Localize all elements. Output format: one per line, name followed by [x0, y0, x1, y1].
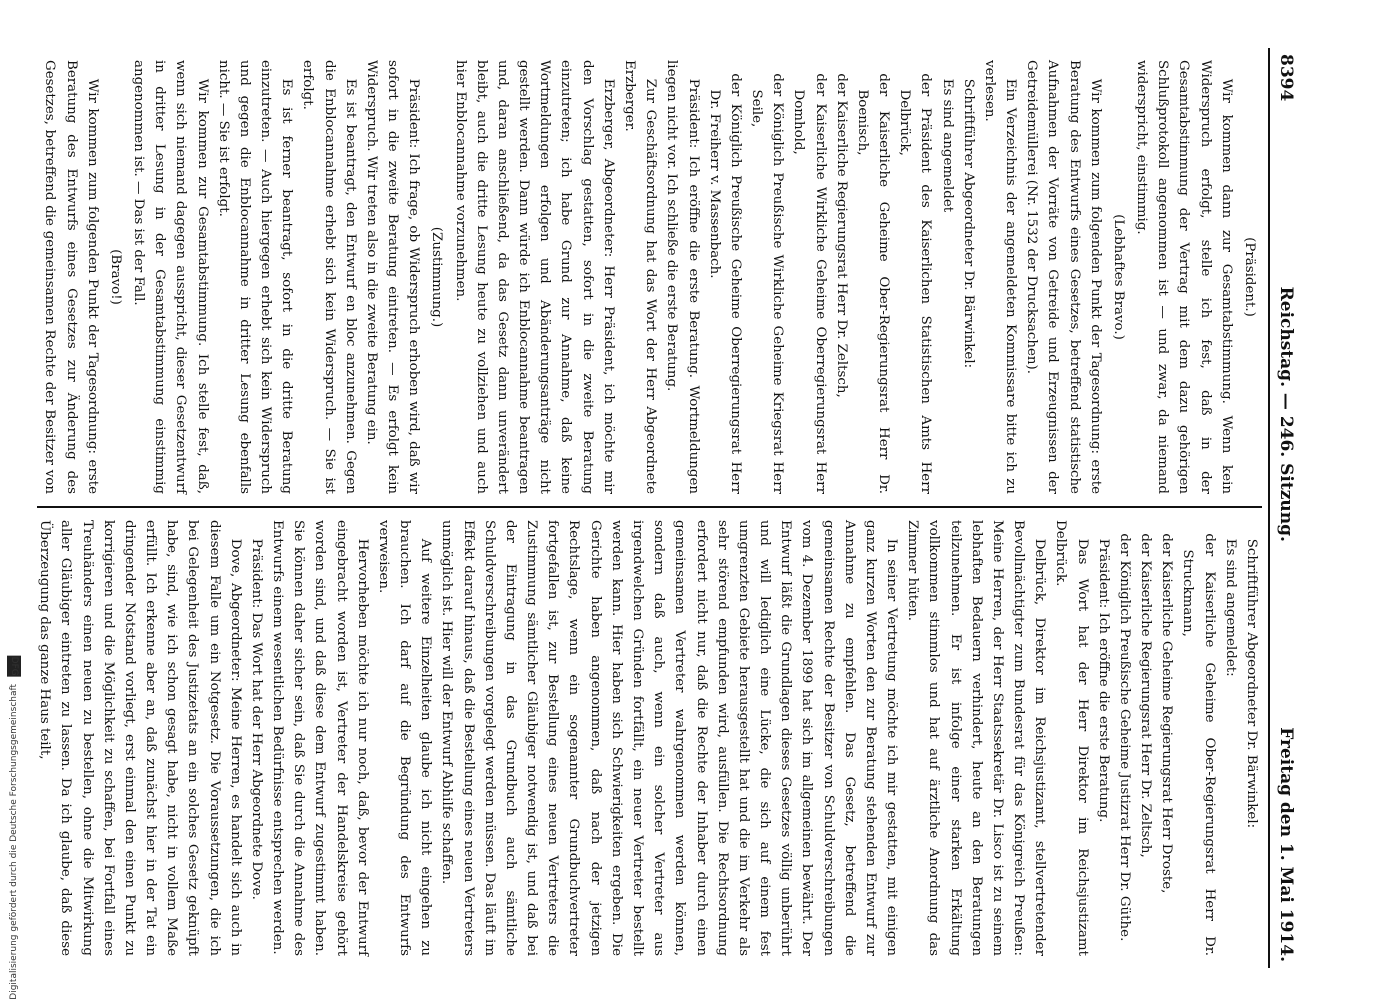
- commissioner-item: der Kaiserliche Geheime Ober-Regierungsrat Herr Dr. Struckmann,: [1180, 533, 1217, 956]
- commissioner-item: der Königlich Preußische Geheime Oberregierungsrat Herr Dr. Freiherr v. Massenbach.: [706, 73, 743, 494]
- paragraph: In seiner Vertretung möchte ich mir gestatten, mit einigen ganz kurzen Worten den zur Beratung stehenden Entwurf zur Annahme zu empfehlen. Das Gesetz, betreffend die gemeinsamen Rechte der Besitzer von Schuldverschreibungen vom 4. Dezember 1899 hat sich im allgemeinen bewährt. Der Entwurf läßt die Grundlagen dieses Gesetzes völlig unberührt und will lediglich eine Lücke, die sich auf einem fest umgrenzten Gebiete herausgestellt hat und die im Verkehr als sehr störend empfunden wird, ausfüllen. Die Rechtsordnung erfordert nicht nur, daß die Rechte der Inhaber durch einen gemeinsamen Vertreter wahrgenommen werden können, sondern daß auch, wenn ein solcher Vertreter aus irgendwelchen Gründen fortfällt, ein neuer Vertreter bestellt werden kann. Hier haben sich Schwierigkeiten ergeben. Die Gerichte haben angenommen, daß nach der jetzigen Rechtslage, wenn ein sogenannter Grundbuchvertreter fortgefallen ist, zur Bestellung eines neuen Vertreters die Zustimmung sämtlicher Gläubiger notwendig ist, und daß bei der Eintragung in das Grundbuch auch sämtliche Schuldverschreibungen vorgelegt werden müssen. Das läuft im Effekt darauf hinaus, daß die Bestellung eines neuen Vertreters unmöglich ist. Hier will der Entwurf Abhilfe schaffen.: [439, 520, 900, 956]
- paragraph: Hervorheben möchte ich nur noch, daß, bevor der Entwurf eingebracht worden ist, Vertreter der Handelskreise gehört worden sind, und daß diese dem Entwurf zugestimmt haben. Sie können daher sicher sein, daß Sie durch die Annahme des Entwurfs einem wesentlichen Bedürfnisse entsprechen werden.: [270, 520, 370, 956]
- paragraph: Wir kommen zur Gesamtabstimmung. Ich stelle fest, daß, wenn sich niemand dagegen ausspricht, dieser Gesetzentwurf in dritter Lesung in der Gesamtabstimmung einstimmig angenommen ist. — Das ist der Fall.: [131, 60, 210, 494]
- paragraph: Wir kommen zum folgenden Punkt der Tagesordnung: erste Beratung des Entwurfs eines Gesetzes, betreffend statistische Aufnahmen der Vorräte von Getreide und Erzeugnissen der Getreidemüllerei (Nr. 1532 der Drucksachen).: [1024, 60, 1103, 494]
- digitization-credit: [2, 0, 26, 1000]
- credit-text: Digitalisierung gefördert durch die Deutsche Forschungsgemeinschaft: [9, 684, 19, 1000]
- paragraph: Präsident: Ich eröffne die erste Beratung.: [1095, 538, 1111, 823]
- paragraph: Es ist beantragt, den Entwurf en bloc anzunehmen. Gegen die Enblocannahme erhebt sich kein Widerspruch. — Sie ist erfolgt.: [300, 60, 358, 494]
- commissioner-item: der Präsident des Kaiserlichen Statistischen Amts Herr Delbrück,: [897, 73, 934, 494]
- paragraph: Wir kommen dann zur Gesamtabstimmung. Wenn kein Widerspruch erfolgt, stelle ich fest, daß in der Gesamtabstimmung der Vertrag mit dem dazu gehörigen Schlußprotokoll angenommen ist — und zwar, da niemand widerspricht, einstimmig.: [1134, 60, 1234, 494]
- commissioner-item: der Kaiserliche Geheime Ober-Regierungsrat Herr Dr. Boenisch,: [854, 73, 892, 494]
- commissioner-item: der Kaiserliche Regierungsrat Herr Dr. Zeltsch,: [1138, 533, 1154, 858]
- header-date: Freitag den 1. Mai 1914.: [1276, 727, 1296, 962]
- paragraph: Präsident: Das Wort hat der Herr Abgeordnete Dove.: [248, 538, 264, 900]
- interjection: (Lebhaftes Bravo.): [1110, 214, 1126, 340]
- commissioner-item: der Königlich Preußische Geheime Justizrat Herr Dr. Güthe.: [1116, 533, 1132, 942]
- text-columns: [37, 48, 1262, 968]
- paragraph: Präsident: Ich eröffne die erste Beratung. Wortmeldungen liegen nicht vor. Ich schließe die erste Beratung.: [664, 60, 701, 494]
- paragraph: Ein Verzeichnis der angemeldeten Kommissare bitte ich zu verlesen.: [981, 60, 1019, 494]
- commissioner-item: der Kaiserliche Regierungsrat Herr Dr. Zeltsch,: [833, 73, 849, 398]
- paragraph: Es sind angemeldet:: [1222, 538, 1238, 677]
- commissioner-item: der Kaiserliche Wirkliche Geheime Oberregierungsrat Herr Domhold,: [791, 73, 828, 494]
- paragraph: Zur Geschäftsordnung hat das Wort der Herr Abgeordnete Erzberger.: [622, 60, 659, 494]
- paragraph: (Präsident.): [1242, 237, 1257, 317]
- paragraph: Delbrück, Direktor im Reichsjustizamt, stellvertretender Bevollmächtigter zum Bundesrat für das Königreich Preußen: Meine Herren, der Herr Staatssekretär Dr. Lisco ist zu seinem lebhaften Bedauern verhindert, heute an den Beratungen teilzunehmen. Er ist infolge einer starken Erkältung vollkommen stimmlos und hat auf ärztliche Anordnung das Zimmer hüten.: [905, 520, 1048, 956]
- right-column: [37, 508, 1262, 968]
- header-title: Reichstag. — 246. Sitzung.: [1276, 286, 1296, 542]
- paragraph: Auf weitere Einzelheiten glaube ich nicht eingehen zu brauchen. Ich darf auf die Begründung des Entwurfs verweisen.: [375, 520, 434, 956]
- page-number: 8394: [1276, 54, 1296, 102]
- paragraph: Das Wort hat der Herr Direktor im Reichsjustizamt Delbrück.: [1053, 520, 1090, 956]
- paragraph: Wir kommen zum folgenden Punkt der Tagesordnung: erste Beratung des Entwurfs eines Gesetzes zur Änderung des Gesetzes, betreffend die gemeinsamen Rechte der Besitzer von: [42, 60, 100, 494]
- paragraph: Erzberger, Abgeordneter: Herr Präsident, ich möchte mir den Vorschlag gestatten, sofort in die zweite Beratung einzutreten; ich habe Grund zur Annahme, daß keine Wortmeldungen erfolgen und Abänderungsanträge nicht gestellt werden. Dann würde ich Enblocannahme beantragen und, daran anschließend, da das Gesetz dann unverändert bleibt, auch die dritte Lesung heute zu vollziehen und auch hier Enblocannahme vorzunehmen.: [452, 60, 616, 494]
- commissioner-item: der Kaiserliche Geheime Regierungsrat Herr Droste,: [1159, 533, 1175, 894]
- interjection: (Bravo!): [107, 249, 123, 305]
- dfg-logo: DFG: [9, 657, 19, 677]
- paragraph: Präsident: Ich frage, ob Widerspruch erhoben wird, daß wir sofort in die zweite Beratung eintreten. — Es erfolgt kein Widerspruch. Wir treten also in die zweite Beratung ein.: [363, 60, 422, 494]
- paragraph: Es ist ferner beantragt, sofort in die dritte Beratung einzutreten. — Auch hiergegen erhebt sich kein Widerspruch und gegen die Enblocannahme in dritter Lesung ebenfalls nicht. — Sie ist erfolgt.: [215, 60, 295, 494]
- speaker-line: Schriftführer Abgeordneter Dr. Bärwinkel:: [960, 78, 976, 369]
- interjection: (Zustimmung.): [429, 226, 445, 328]
- commissioner-item: der Königlich Preußische Wirkliche Geheime Kriegsrat Herr Seile,: [749, 73, 786, 494]
- paragraph: Es sind angemeldet: [939, 78, 955, 213]
- speaker-line: Schriftführer Abgeordneter Dr. Bärwinkel:: [1244, 538, 1259, 829]
- paragraph: Dove, Abgeordneter: Meine Herren, es handelt sich auch in diesem Falle um ein Notgesetz. Die Voraussetzungen, die ich bei Gelegenheit des Justizetats an ein solches Gesetz geknüpft habe, sind, wie ich schon gesagt habe, nicht in vollem Maße erfüllt. Ich erkenne aber an, daß zunächst hier in der Tat ein dringender Notstand vorliegt, erst einmal den einen Punkt zu korrigieren und die Möglichkeit zu schaffen, bei Fortfall eines Treuhänders einen neuen zu bestellen, ohne die Mitwirkung aller Gläubiger eintreten zu lassen. Da ich glaube, daß diese Überzeugung das ganze Haus teilt,: [37, 520, 243, 956]
- page-header: [1268, 48, 1296, 968]
- left-column: [37, 48, 1262, 508]
